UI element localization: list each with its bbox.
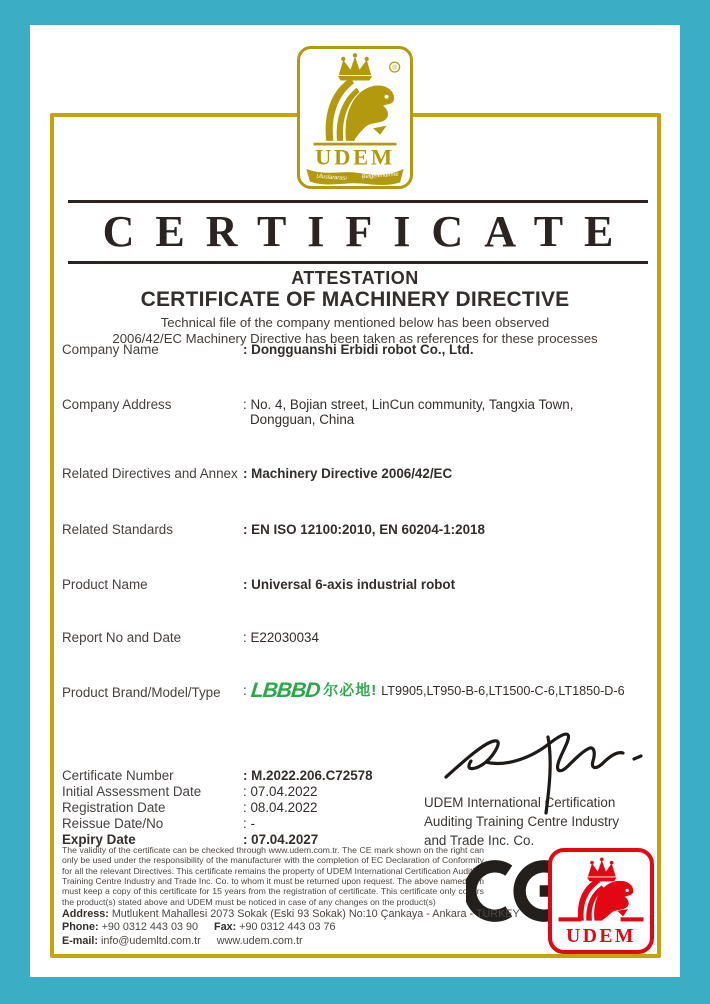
- footer-phone-line: [62, 921, 542, 934]
- footer-address-line: [62, 908, 542, 921]
- tagline-left: Uluslararası: [316, 173, 348, 182]
- udem-logo-wordmark: UDEM: [315, 144, 395, 170]
- erbidi-brand-cjk: 尔必地!: [323, 682, 378, 699]
- signatory-line1: UDEM International Certification: [424, 795, 616, 810]
- website-value[interactable]: www.udem.com.tr: [216, 934, 303, 947]
- field-value: [243, 680, 625, 701]
- field-value: : 07.04.2022: [243, 784, 318, 799]
- phone-label: Phone:: [62, 921, 99, 934]
- field-label: Related Standards: [62, 522, 173, 537]
- field-label: Expiry Date: [62, 832, 136, 847]
- address-line2: Dongguan, China: [250, 412, 355, 427]
- field-label: Related Directives and Annex: [62, 466, 238, 481]
- field-label: Product Brand/Model/Type: [62, 685, 221, 700]
- field-value: : 08.04.2022: [243, 800, 318, 815]
- address-label: Address:: [62, 908, 109, 920]
- field-label: Company Address: [62, 397, 172, 412]
- attestation-heading: ATTESTATION: [291, 268, 419, 288]
- udem-gold-logo: [297, 46, 413, 189]
- signatory-line3: and Trade Inc. Co.: [424, 833, 535, 848]
- email-value[interactable]: info@udemltd.com.tr: [101, 934, 201, 947]
- field-label: Initial Assessment Date: [62, 784, 202, 799]
- certificate-paper: [30, 25, 680, 977]
- registered-mark: ®: [392, 64, 397, 72]
- field-label: Report No and Date: [62, 630, 182, 645]
- field-label: Registration Date: [62, 800, 166, 815]
- erbidi-brand-logo: LBBBD: [249, 679, 321, 702]
- technical-note-line1: Technical file of the company mentioned below has been observed: [160, 315, 550, 330]
- title-rule-bottom: [68, 261, 648, 264]
- fax-label: Fax:: [213, 921, 237, 934]
- technical-note-line2: 2006/42/EC Machinery Directive has been taken as references for these processes: [112, 331, 598, 346]
- field-label: Company Name: [62, 342, 159, 357]
- field-value: : Dongguanshi Erbidi robot Co., Ltd.: [243, 342, 474, 357]
- field-value: : M.2022.206.C72578: [243, 768, 373, 783]
- title-rule-top: [68, 200, 648, 203]
- footer-email-line: [62, 935, 542, 948]
- udem-red-logo: [548, 848, 654, 954]
- field-label: Reissue Date/No: [62, 816, 164, 831]
- field-value: [243, 397, 573, 427]
- footer-contact-block: [62, 908, 542, 948]
- field-value: : -: [243, 816, 255, 831]
- field-value: : Machinery Directive 2006/42/EC: [243, 466, 453, 481]
- field-value: : Universal 6-axis industrial robot: [243, 577, 456, 592]
- machinery-directive-heading: CERTIFICATE OF MACHINERY DIRECTIVE: [140, 288, 570, 311]
- tagline-right: Belgelendirme: [361, 171, 399, 181]
- udem-red-wordmark: UDEM: [566, 925, 636, 947]
- field-label: Product Name: [62, 577, 148, 592]
- certificate-title: CERTIFICATE: [102, 207, 635, 256]
- phone-value: +90 0312 443 03 90: [101, 921, 198, 934]
- fax-value: +90 0312 443 03 76: [239, 921, 336, 934]
- address-value: Mutlukent Mahallesi 2073 Sokak (Eski 93 Sokak) No:10 Çankaya - Ankara - TURKEY: [111, 908, 520, 920]
- field-value: : EN ISO 12100:2010, EN 60204-1:2018: [243, 522, 485, 537]
- field-value: : E22030034: [243, 630, 319, 645]
- signatory-line2: Auditing Training Centre Industry: [424, 814, 620, 829]
- validity-fine-print: The validity of the certificate can be checked through www.udem.com.tr. The CE mark shown on the right can only be used under the responsibility of the manufacturer with the completion of EC Declaration of Conformity for all the relevant Directives. This certificate remains the property of UDEM International Certification Auditing Training Centre Industry and Trade Inc. Co. to whom it must be returned upon request. The above named firm must keep a copy of this certificate for 15 years from the registration of certificate. This certificate only covers the product(s) stated above and UDEM must be noticed in case of any changes on the product(s): [62, 845, 484, 907]
- field-label: Certificate Number: [62, 768, 174, 783]
- udem-red-lion-icon: [552, 852, 650, 950]
- colon: :: [243, 683, 247, 698]
- email-label: E-mail:: [62, 934, 98, 947]
- udem-lion-crown-icon: [300, 49, 410, 186]
- model-numbers: LT9905,LT950-B-6,LT1500-C-6,LT1850-D-6: [381, 683, 625, 698]
- signature-icon: [438, 725, 663, 820]
- address-line1: : No. 4, Bojian street, LinCun community, Tangxia Town,: [243, 397, 574, 412]
- field-value: : 07.04.2027: [243, 832, 319, 847]
